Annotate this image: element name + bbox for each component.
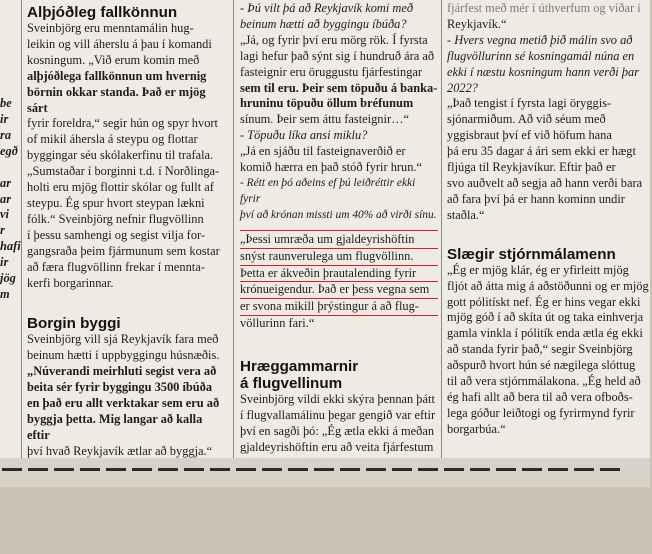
column-rule	[441, 0, 442, 458]
fragment: ir	[0, 111, 9, 126]
text-line: holti eru mjög flottir skólar og fullt af	[27, 180, 214, 195]
text-line: Sveinbjörg vildi ekki skýra þennan þátt	[240, 392, 435, 407]
text-line: „Já, og fyrir því eru mörg rök. Í fyrsta	[240, 32, 428, 47]
text-line: lagi hefur það sýnt sig í hundruð ára að	[240, 48, 435, 63]
fragment: hafi	[0, 239, 21, 254]
text-line: gamla vinkla í pólitík enda ætla ég ekki	[447, 326, 643, 341]
page-bottom-margin	[0, 458, 650, 487]
article-column-2	[240, 0, 438, 459]
text-line: hruninu töpuðu öllum bréfunum	[240, 96, 414, 111]
fragment: ra	[0, 127, 12, 142]
text-line: fasteignir eru öruggustu fjárfestingar	[240, 64, 423, 79]
text-line: til að vera stjórnmálakona. „Ég held að	[447, 374, 641, 389]
text-line: fljót að átta mig á aðstöðunni og er mjög	[447, 278, 649, 293]
fragment: vi	[0, 207, 9, 222]
section-heading: Slægir stjórnmálamenn	[447, 245, 616, 263]
fragment: ir	[0, 255, 9, 270]
question-line: - Töpuðu líka ansi miklu?	[240, 128, 368, 143]
fragment: be	[0, 96, 12, 110]
text-line: því en sagði þó: „Ég ætla ekki á meðan	[240, 423, 435, 438]
section-heading: á flugvellinum	[240, 375, 343, 393]
text-line: Reykjavík.“	[447, 16, 507, 31]
text-line: sem til eru. Þeir sem töpuðu á banka-	[240, 80, 438, 95]
text-line: en það eru allt verktakar sem eru að	[27, 396, 220, 411]
text-line: lega góður leiðtogi og fyrirmynd fyrir	[447, 405, 635, 420]
article-column-3	[447, 0, 650, 459]
highlight-line: er svona mikill þrýstingur á að flug-	[240, 299, 438, 316]
highlight-line: „Þessi umræða um gjaldeyrishöftin	[240, 232, 438, 249]
text-line: „Já en sjáðu til fasteignaverðið er	[240, 144, 406, 159]
text-line: að færa flugvöllinn frekar í mennta-	[27, 259, 205, 274]
fragment: m	[0, 286, 10, 301]
highlight-line: völlurinn fari.“	[240, 316, 315, 331]
fragment: jög	[0, 271, 16, 286]
text-line: sjónarmiðum. Að við séum með	[447, 112, 606, 127]
text-line: þá eru 35 dagar á ári sem ekki er hægt	[447, 144, 636, 159]
text-line: mjög góð í að skíta út og taka einhverja	[447, 310, 644, 325]
section-heading: Hræggammarnir	[240, 358, 359, 376]
text-line: yggisbraut því ef við höfum hana	[447, 128, 612, 143]
text-line: í þessu samhengi og segist vilja for-	[27, 227, 206, 242]
text-line: gangsraða þeim fjármunum sem kostar	[27, 243, 220, 258]
text-line: leikin og vill áherslu á þau í komandi	[27, 36, 212, 51]
text-line: svo auðvelt að segja að hann verði bara	[447, 175, 643, 190]
text-line: kerfi borgarinnar.	[27, 275, 114, 290]
column-rule	[233, 0, 234, 458]
section-heading: Alþjóðleg fallkönnun	[27, 4, 178, 21]
text-line: of mikil áhersla á steypu og flottar	[27, 132, 198, 147]
question-line: - Þú vilt þá að Reykjavík komi með	[240, 1, 414, 15]
text-line: „Sumstaðar í borginni t.d. í Norðlinga-	[27, 164, 220, 179]
highlight-line: krónueigendur. Það er þess vegna sem	[240, 282, 438, 299]
question-line: beinum hætti að byggingu íbúða?	[240, 16, 407, 31]
text-line: beita sér fyrir byggingu 3500 íbúða	[27, 380, 213, 395]
section-heading: Borgin byggi	[27, 315, 121, 333]
text-line: ég hafi allt að bera til að vera ofboðs-	[447, 389, 633, 404]
question-line: ekki í næstu kosningum hann verði þar	[447, 64, 640, 79]
fragment: ar	[0, 175, 12, 190]
text-line: byggja þetta. Mig langar að kalla eftir	[27, 411, 203, 442]
text-line: borgarbúa.“	[447, 421, 506, 436]
text-line: staðla.“	[447, 207, 485, 222]
question-line: 2022?	[447, 80, 478, 95]
text-line: Sveinbjörg eru menntamálin hug-	[27, 21, 194, 35]
highlight-line: snýst raunverulega um flugvöllinn.	[240, 249, 438, 266]
dashed-footer-line	[0, 466, 652, 472]
text-line: aðspurð hvort hún sé nægilega slóttug	[447, 358, 636, 373]
text-line: fólk.“ Sveinbjörg nefnir flugvöllinn	[27, 211, 204, 226]
text-line: „Ég er mjög klár, ég er yfirleitt mjög	[447, 262, 629, 277]
text-line: fljúga til Reykjavíkur. Eftir það er	[447, 160, 616, 175]
text-line: því hvað Reykjavík ætlar að byggja.“	[27, 443, 213, 458]
fragment: r	[0, 223, 5, 238]
text-line: beinum hætti í uppbyggingu húsnæðis.	[27, 348, 220, 363]
text-line: „Það tengist í fyrsta lagi öryggis-	[447, 96, 612, 111]
question-line: því að krónan missti um 40% að virði sínu.	[240, 208, 437, 221]
text-line: komið hærra en það stóð fyrir hrun.“	[240, 160, 423, 175]
highlighted-quote	[240, 230, 438, 332]
question-line: - Hvers vegna metið þið málin svo að	[447, 32, 633, 47]
text-line: fjárfest með mér í úthverfum og víðar í	[447, 1, 641, 15]
text-line: að fara því þá er hann kominn undir	[447, 191, 625, 206]
text-line: alþjóðlega fallkönnun um hvernig	[27, 68, 207, 83]
text-line: sínum. Þeir sem áttu fasteignir…“	[240, 112, 409, 127]
text-line: „Núverandi meirhluti segist vera að	[27, 364, 217, 379]
column-rule	[21, 0, 22, 458]
text-line: gjaldeyrishöftin eru að veita fjárfestum	[240, 439, 434, 454]
text-line: í flugvallamálinu þegar gengið var eftir	[240, 408, 436, 423]
article-column-1	[27, 0, 227, 462]
text-line: að standa fyrir það,“ segir Sveinbjörg	[447, 342, 633, 357]
fragment: ar	[0, 191, 12, 206]
text-line: Sveinbjörg vill sjá Reykjavík fara með	[27, 332, 219, 347]
text-line: steypu. Ég spur hvort steypan lækni	[27, 195, 205, 210]
text-line: byggingar séu skólakerfinu til trafala.	[27, 148, 214, 163]
highlight-line: Þetta er ákveðin þrautalending fyrir	[240, 266, 438, 283]
fragment: egð	[0, 143, 18, 158]
text-line: gott pólitískt nef. Ég er hins vegar ekki	[447, 294, 641, 309]
text-line: kosningum. „Við erum komin með	[27, 52, 200, 67]
text-line: fyrir foreldra,“ segir hún og spyr hvort	[27, 116, 218, 131]
question-line: - Rétt en þó aðeins ef þú leiðréttir ekki fyrir	[240, 176, 416, 205]
text-line: börnin okkar standa. Það er mjög sárt	[27, 84, 206, 115]
question-line: flugvöllurinn sé kosningamál núna en	[447, 48, 635, 63]
